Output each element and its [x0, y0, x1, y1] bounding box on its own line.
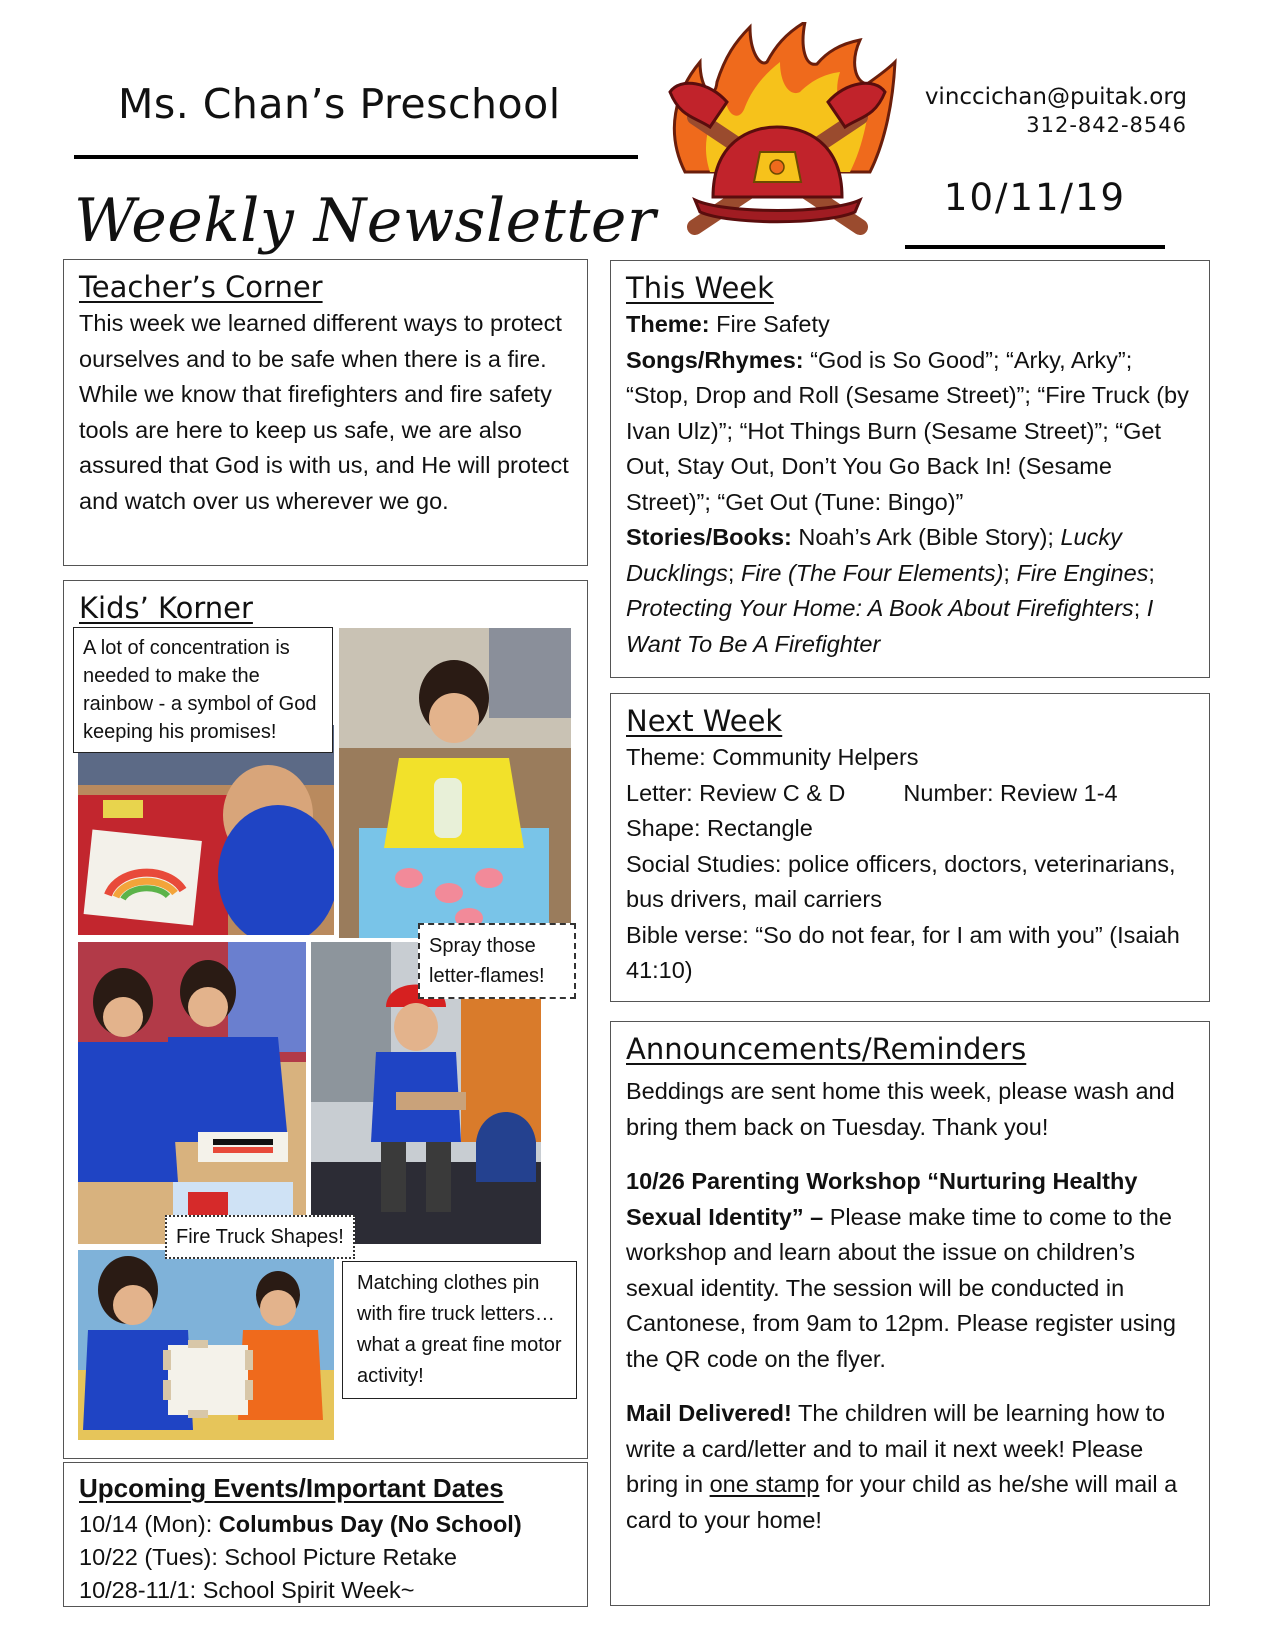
next-social-studies: Social Studies: police officers, doctors, veterinarians, bus drivers, mail carriers [626, 850, 1176, 912]
event-item [79, 1574, 572, 1607]
announcements-body [626, 1074, 1194, 1538]
beddings-note: Beddings are sent home this week, please wash and bring them back on Tuesday. Thank you! [626, 1078, 1175, 1140]
workshop-text: Please make time to come to the workshop and learn about the issue on children’s sexual identity. The session will be conducted in Cantonese, from 9am to 12pm. Please register using the QR code on the flyer. [626, 1203, 1176, 1372]
one-stamp-emphasis: one stamp [709, 1471, 820, 1497]
theme-value: Fire Safety [709, 311, 830, 337]
announcements-heading: Announcements/Reminders [626, 1032, 1027, 1066]
next-week-body [626, 740, 1194, 989]
event-date: 10/28-11/1: [79, 1577, 203, 1603]
photo-clothespin-matching [78, 1250, 334, 1440]
upcoming-events-box [63, 1462, 588, 1607]
events-list [79, 1508, 572, 1607]
kids-korner-heading: Kids’ Korner [79, 591, 253, 625]
book-title: Noah’s Ark (Bible Story); [791, 524, 1061, 550]
workshop-title: 10/26 Parenting Workshop “Nurturing Healthy Sexual Identity” – [626, 1168, 1138, 1230]
this-week-body [626, 307, 1194, 662]
contact-email[interactable]: vinccichan@puitak.org [924, 84, 1187, 110]
next-bible-verse: Bible verse: “So do not fear, for I am with you” (Isaiah 41:10) [626, 921, 1180, 983]
theme-line [626, 307, 1194, 343]
event-text: School Spirit Week~ [202, 1577, 415, 1603]
announcements-box [610, 1021, 1210, 1606]
newsletter-title: Weekly Newsletter [74, 186, 657, 256]
caption-spray: Spray those letter-flames! [418, 923, 576, 999]
next-theme: Theme: Community Helpers [626, 744, 919, 770]
next-week-box [610, 693, 1210, 1002]
event-text: School Picture Retake [224, 1544, 457, 1570]
books-line [626, 520, 1194, 662]
teachers-corner-box [63, 259, 588, 566]
mail-text: The children will be learning how to write a card/letter and to mail it next week! Please bring in [626, 1400, 1166, 1497]
book-separator: ; [1133, 595, 1147, 621]
songs-value: “God is So Good”; “Arky, Arky”; “Stop, Drop and Roll (Sesame Street)”; “Fire Truck (by Ivan Ulz)”; “Hot Things Burn (Sesame Street)”; “Get Out, Stay Out, Don’t You Go Back In! (Sesame Street)”; “Get Out (Tune: Bingo)” [626, 346, 1189, 515]
songs-label: Songs/Rhymes: [626, 346, 804, 373]
fire-helmet-emblem-icon [655, 22, 900, 244]
date-rule [905, 245, 1165, 249]
caption-rainbow: A lot of concentration is needed to make the rainbow - a symbol of God keeping his promises! [73, 627, 333, 753]
book-title: Fire (The Four Elements) [740, 559, 1004, 586]
book-separator: ; [1148, 559, 1155, 586]
caption-fire-truck: Fire Truck Shapes! [165, 1215, 355, 1259]
teachers-corner-heading: Teacher’s Corner [79, 270, 323, 304]
contact-phone: 312-842-8546 [1026, 113, 1187, 137]
event-item [79, 1541, 572, 1574]
event-date: 10/22 (Tues): [79, 1544, 225, 1570]
book-separator: ; [727, 559, 741, 586]
next-letter: Letter: Review C & D [626, 779, 846, 806]
books-label: Stories/Books: [626, 524, 792, 550]
caption-clothespin: Matching clothes pin with fire truck letters… what a great fine motor activity! [342, 1261, 577, 1399]
event-date: 10/14 (Mon): [79, 1511, 219, 1537]
workshop-note [626, 1164, 1194, 1377]
this-week-heading: This Week [626, 271, 774, 305]
book-title: Lucky Ducklings [626, 524, 1122, 586]
newsletter-date: 10/11/19 [943, 176, 1127, 219]
next-week-heading: Next Week [626, 704, 783, 738]
photo-fire-truck-shapes [78, 942, 306, 1244]
book-title: Fire Engines [1016, 559, 1149, 586]
event-text: Columbus Day (No School) [218, 1511, 522, 1537]
mail-note [626, 1396, 1194, 1538]
book-title: I Want To Be A Firefighter [626, 595, 1154, 657]
songs-line [626, 343, 1194, 521]
upcoming-events-heading: Upcoming Events/Important Dates [79, 1473, 504, 1503]
event-item [79, 1508, 572, 1541]
mail-title: Mail Delivered! [626, 1400, 792, 1426]
this-week-box [610, 260, 1210, 678]
next-number: Number: Review 1-4 [903, 779, 1118, 806]
theme-label: Theme: [626, 311, 710, 337]
book-title: Protecting Your Home: A Book About Firefighters [626, 595, 1134, 621]
book-separator: ; [1003, 559, 1017, 586]
next-shape: Shape: Rectangle [626, 815, 813, 841]
contact-info [925, 84, 1187, 137]
school-name: Ms. Chan’s Preschool [118, 80, 561, 128]
photo-spray-bottle [339, 628, 571, 938]
header-rule [74, 155, 638, 159]
letter-number-row [626, 776, 1194, 812]
photo-rainbow-painting [78, 725, 334, 935]
teachers-corner-body: This week we learned different ways to protect ourselves and to be safe when there is a fire. While we know that firefighters and fire safety tools are here to keep us safe, we are also assured that God is with us, and He will protect and watch over us wherever we go. [79, 310, 569, 514]
mail-text: for your child as he/she will mail a card to your home! [626, 1471, 1178, 1533]
